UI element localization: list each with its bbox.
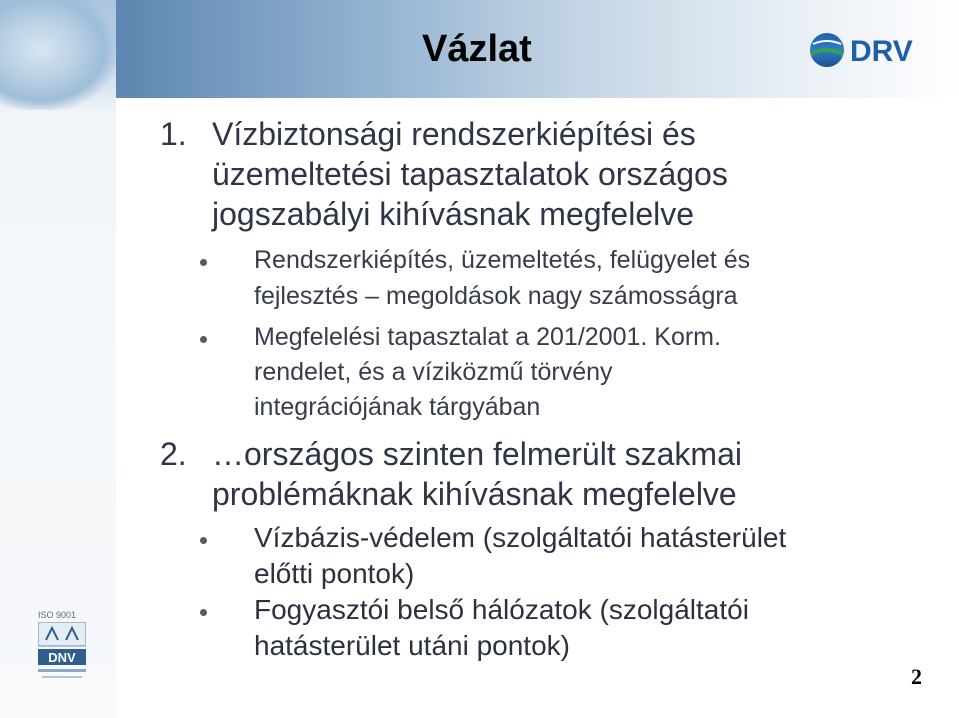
iso-label: ISO 9001 (38, 610, 77, 620)
dnv-certification-logo (38, 622, 86, 692)
svg-text:DRV: DRV (850, 35, 913, 68)
item-1-line-2: üzemeltetési tapasztalatok országos (212, 156, 728, 192)
iso-certification-block (38, 610, 86, 690)
item-1-bullet-1-line-2: fejlesztés – megoldások nagy számosságra (254, 282, 738, 310)
item-1-bullet-2-line-1: Megfelelési tapasztalat a 201/2001. Korm. (254, 323, 721, 351)
item-1-bullet-2-line-2: rendelet, és a víziközmű törvény (254, 358, 613, 386)
page-number: 2 (911, 664, 922, 689)
item-2-bullet-1-line-2: előtti pontok) (254, 558, 415, 589)
item-1-number: 1. (160, 116, 187, 152)
svg-text:DNV: DNV (48, 650, 76, 665)
bullet-dot (200, 259, 207, 266)
water-drop-image (0, 0, 116, 110)
item-2-line-2: problémáknak kihívásnak megfelelve (212, 476, 737, 512)
item-1-bullet-2-line-3: integrációjának tárgyában (254, 393, 541, 421)
item-2-number: 2. (160, 436, 187, 472)
drv-logo (808, 30, 938, 70)
item-2-bullet-1-line-1: Vízbázis-védelem (szolgáltatói hatásterület (254, 522, 787, 553)
item-2-bullet-2-line-1: Fogyasztói belső hálózatok (szolgáltatói (254, 594, 749, 625)
item-1-bullet-1-line-1: Rendszerkiépítés, üzemeltetés, felügyelet és (254, 246, 751, 274)
item-2-line-1: …országos szinten felmerült szakmai (212, 436, 742, 472)
item-1-line-3: jogszabályi kihívásnak megfelelve (212, 196, 695, 232)
bullet-dot (200, 336, 207, 343)
bullet-dot (200, 609, 207, 616)
bullet-dot (200, 537, 207, 544)
item-1-line-1: Vízbiztonsági rendszerkiépítési és (212, 116, 696, 152)
item-2-bullet-2-line-2: hatásterület utáni pontok) (254, 630, 570, 661)
drv-logo-graphic (808, 30, 938, 70)
slide-title: Vázlat (422, 28, 532, 70)
